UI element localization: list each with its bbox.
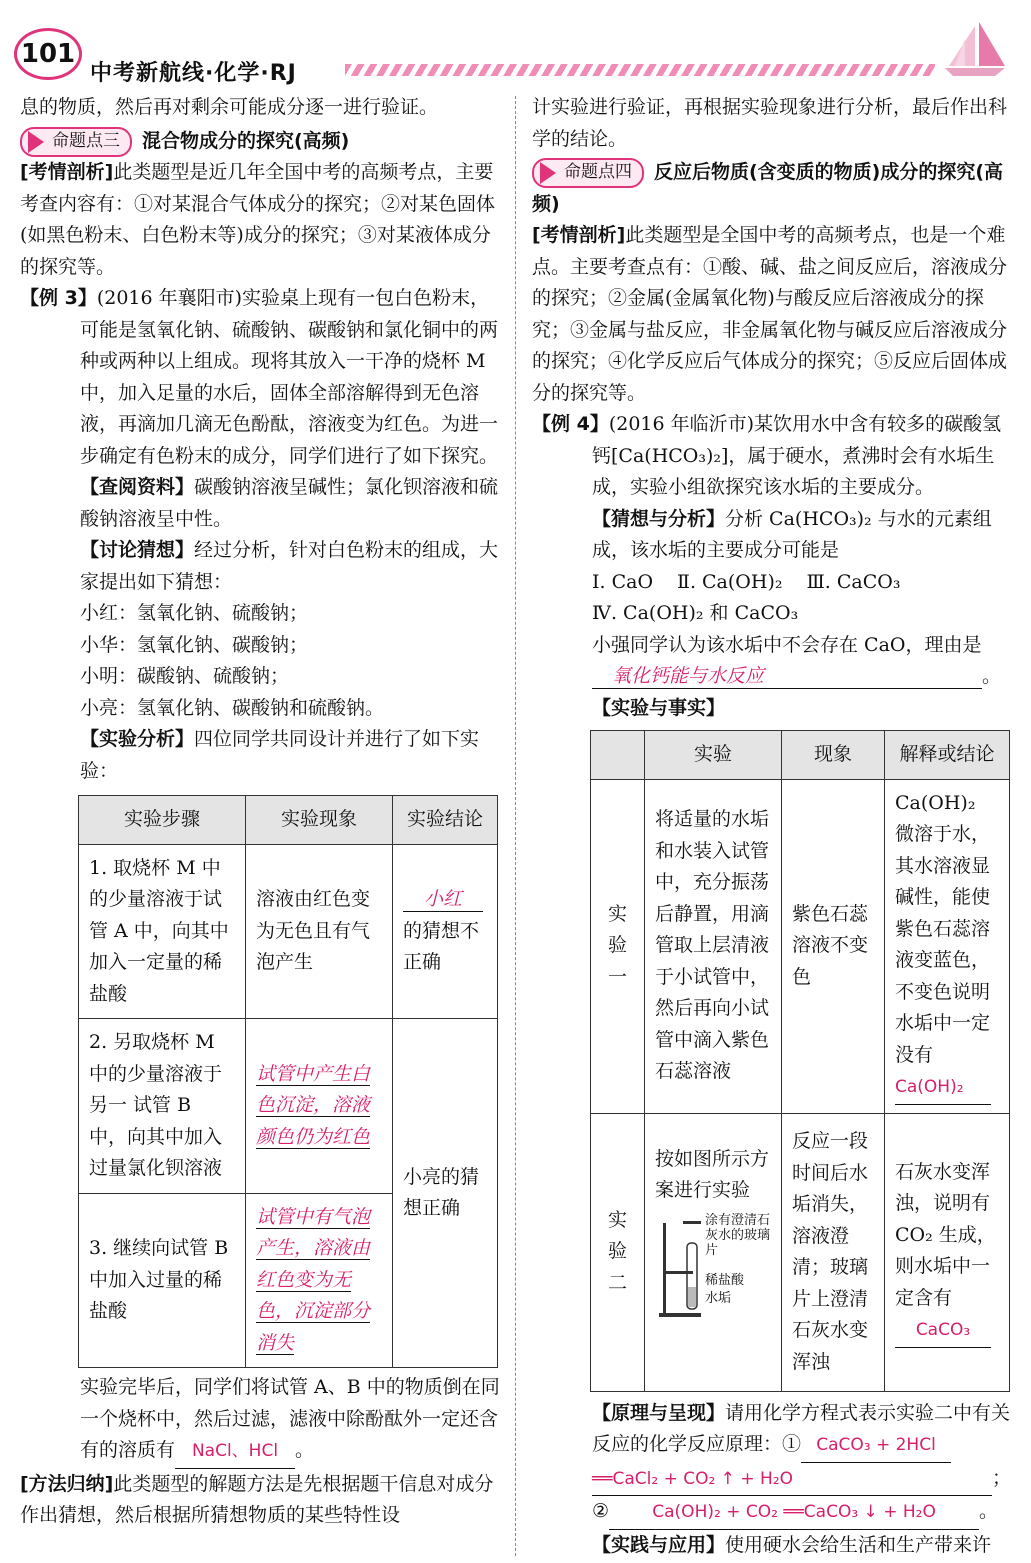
equation-line (532, 1496, 1012, 1530)
fact-label (532, 693, 1012, 725)
right-column (532, 92, 1012, 1561)
application-text: 使用硬水会给生活和生产带来许 (725, 1533, 992, 1556)
answer-blank: NaCl、HCl (175, 1436, 295, 1469)
answer-blank: 试管中有气泡产生，溶液由红色变为无色，沉淀部分消失 (256, 1205, 371, 1354)
book-brand: 中考新航线·化学·RJ (90, 61, 297, 86)
answer-blank: Ca(OH)₂ + CO₂ ══CaCO₃ ↓ + H₂O (609, 1497, 979, 1530)
guess-analysis-label: 【猜想与分析】 (592, 507, 726, 530)
table-header: 解释或结论 (885, 731, 1010, 780)
topic-tag-label: 命题点四 (564, 162, 632, 183)
experiment-table-1 (78, 795, 498, 1368)
guess-label: 【讨论猜想】 (80, 539, 195, 561)
table-cell (885, 1113, 1010, 1391)
experiment-text: 四位同学共同设计并进行了如下实验： (80, 728, 480, 782)
figure-label: 水垢 (705, 1290, 732, 1306)
experiment-paragraph (20, 724, 500, 787)
example-4 (532, 409, 1012, 504)
after-text: 实验完毕后，同学们将试管 A、B 中的物质倒在同一个烧杯中，然后过滤，滤液中除酚酞外一定还含有的溶质有 (80, 1376, 500, 1461)
equation-number: ② (592, 1500, 610, 1522)
principle-label: 【原理与呈现】 (592, 1401, 726, 1424)
question-text: 小强同学认为该水垢中不会存在 CaO，理由是 (592, 633, 982, 656)
table-cell (246, 1193, 393, 1368)
equation-line (532, 1463, 1012, 1497)
guess-paragraph (20, 535, 500, 598)
fact-label-text: 【实验与事实】 (592, 696, 726, 719)
topic-tag-4 (532, 158, 644, 188)
table-cell (885, 779, 1010, 1113)
option: Ⅲ. CaCO₃ (806, 570, 901, 593)
reference-paragraph (20, 472, 500, 535)
analysis-label: [考情剖析] (532, 224, 626, 246)
punctuation: ； (992, 1466, 1012, 1489)
table-cell: 溶液由红色变为无色且有气泡产生 (246, 844, 393, 1019)
experiment-label: 【实验分析】 (80, 728, 195, 750)
answer-blank: 氧化钙能与水反应 (592, 664, 982, 689)
cell-text: 石灰水变浑浊，说明有 CO₂ 生成，则水垢中一定含有 (895, 1160, 996, 1309)
example-text: (2016 年临沂市)某饮用水中含有较多的碳酸氢钙[Ca(HCO₃)₂]，属于硬水，煮沸时会有水垢生成，实验小组欲探究该水垢的主要成分。 (592, 413, 1002, 498)
table-cell: 将适量的水垢和水装入试管中，充分振荡后静置，用滴管取上层清液于小试管中，然后再向小试管中滴入紫色石蕊溶液 (645, 779, 782, 1113)
table-cell (246, 1019, 393, 1194)
punctuation: 。 (295, 1439, 315, 1461)
application-label: 【实践与应用】 (592, 1533, 726, 1556)
option: Ⅳ. Ca(OH)₂ 和 CaCO₃ (592, 602, 799, 624)
method-label: [方法归纳] (20, 1472, 114, 1495)
sailboat-icon (935, 18, 1015, 80)
punctuation: 。 (979, 1500, 999, 1522)
table-header: 实验 (645, 731, 782, 780)
table-cell: 紫色石蕊溶液不变色 (782, 779, 885, 1113)
table-header: 实验现象 (246, 796, 393, 845)
application-paragraph (532, 1530, 1012, 1562)
apparatus-icon (655, 1213, 705, 1321)
topic-tag-label: 命题点三 (52, 130, 120, 151)
section-heading-3 (20, 126, 500, 158)
example-text: (2016 年襄阳市)实验桌上现有一包白色粉末，可能是氢氧化钠、硫酸钠、碳酸钠和氯化铜中的两种或两种以上组成。现将其放入一干净的烧杯 M 中，加入足量的水后，固体全部溶解得到无色溶液，再滴加几滴无色酚酞，溶液变为红色。为进一步确定有色粉末的成分，同学们进行了如下探究。 (80, 287, 499, 467)
guess-item: 小亮：氢氧化钠、碳酸钠和硫酸钠。 (80, 696, 385, 719)
analysis-paragraph (20, 157, 500, 283)
answer-blank: 小红 (403, 887, 483, 912)
figure-label: 涂有澄清石灰水的玻璃片 (705, 1212, 771, 1258)
options-row (532, 567, 1012, 599)
table-header (591, 731, 645, 780)
table-cell: 3. 继续向试管 B 中加入过量的稀盐酸 (79, 1193, 246, 1368)
experiment-table-2 (590, 730, 1010, 1392)
guess-item: 小华：氢氧化钠、碳酸钠； (80, 633, 309, 656)
option: Ⅰ. CaO (592, 570, 654, 593)
method-text: 此类题型的解题方法是先根据题干信息对成分作出猜想，然后根据所猜想物质的某些特性设 (20, 1472, 494, 1526)
reference-text: 碳酸钠溶液呈碱性；氯化钡溶液和硫酸钠溶液呈中性。 (80, 476, 499, 530)
play-triangle-icon (540, 162, 556, 184)
answer-blank: CaCO₃ (895, 1315, 991, 1348)
table-cell: 小亮的猜想正确 (393, 1019, 498, 1368)
play-triangle-icon (28, 131, 44, 153)
answer-blank: Ca(OH)₂ (895, 1072, 991, 1105)
table-cell (393, 844, 498, 1019)
left-column (20, 92, 500, 1532)
guess-item: 小明：碳酸钠、硫酸钠； (80, 665, 290, 687)
guess-analysis-text: 分析 Ca(HCO₃)₂ 与水的元素组成，该水垢的主要成分可能是 (592, 507, 992, 561)
table-header: 现象 (782, 731, 885, 780)
analysis-text: 此类题型是全国中考的高频考点，也是一个难点。主要考查点有：①酸、碱、盐之间反应后，溶液成分的探究；②金属(金属氧化物)与酸反应后溶液成分的探究；③金属与盐反应，非金属氧化物与碱反应后溶液成分的探究；④化学反应后气体成分的探究；⑤反应后固体成分的探究等。 (532, 224, 1008, 404)
continued-text: 计实验进行验证，再根据实验现象进行分析，最后作出科学的结论。 (532, 96, 1008, 150)
principle-text: 请用化学方程式表示实验二中有关反应的化学反应原理：① (592, 1401, 1011, 1455)
section-heading-4 (532, 157, 1012, 220)
guess-text: 经过分析，针对白色粉末的组成，大家提出如下猜想： (80, 539, 499, 593)
table-cell: 实验二 (591, 1113, 645, 1391)
punctuation: 。 (982, 665, 1002, 687)
table-cell: 实验一 (591, 779, 645, 1113)
table-cell: 1. 取烧杯 M 中的少量溶液于试管 A 中，向其中加入一定量的稀盐酸 (79, 844, 246, 1019)
method-paragraph (20, 1469, 500, 1532)
guess-analysis-paragraph (532, 504, 1012, 567)
reference-label: 【查阅资料】 (80, 476, 195, 498)
analysis-label: [考情剖析] (20, 161, 114, 183)
topic-tag-3 (20, 127, 132, 157)
table-header: 实验步骤 (79, 796, 246, 845)
table-cell: 反应一段时间后水垢消失，溶液澄清；玻璃片上澄清石灰水变浑浊 (782, 1113, 885, 1391)
section-title: 反应后物质(含变质的物质)成分的探究(高频) (532, 161, 1004, 215)
cell-text: 的猜想不正确 (403, 919, 480, 973)
after-paragraph (20, 1372, 500, 1469)
table-cell (645, 1113, 782, 1391)
cell-text: 按如图所示方案进行实验 (655, 1147, 770, 1201)
principle-paragraph (532, 1398, 1012, 1463)
page-number: 101 (14, 28, 82, 80)
guess-item: 小红：氢氧化钠、硫酸钠； (80, 602, 309, 624)
continued-text: 息的物质，然后再对剩余可能成分逐一进行验证。 (20, 96, 439, 118)
cell-text: Ca(OH)₂ 微溶于水，其水溶液显碱性，能使紫色石蕊溶液变蓝色，不变色说明水垢中一定没有 (895, 791, 991, 1066)
reason-question (532, 630, 1012, 693)
analysis-text: 此类题型是近几年全国中考的高频考点，主要考查内容有：①对某混合气体成分的探究；②对某色固体(如黑色粉末、白色粉末等)成分的探究；③对某液体成分的探究等。 (20, 161, 496, 278)
option: Ⅱ. Ca(OH)₂ (677, 570, 783, 593)
section-title: 混合物成分的探究(高频) (142, 129, 350, 152)
analysis-paragraph (532, 220, 1012, 409)
example-3 (20, 283, 500, 472)
answer-blank: ══CaCl₂ + CO₂ ↑ + H₂O (592, 1464, 992, 1497)
answer-blank: 试管中产生白色沉淀，溶液颜色仍为红色 (256, 1062, 371, 1148)
figure-label: 稀盐酸 (705, 1272, 745, 1288)
header-stripe (345, 64, 935, 76)
table-header: 实验结论 (393, 796, 498, 845)
column-divider (515, 96, 516, 1556)
example-label: 【例 4】 (532, 413, 609, 435)
example-label: 【例 3】 (20, 287, 97, 309)
table-cell: 2. 另取烧杯 M 中的少量溶液于另一 试管 B 中，向其中加入过量氯化钡溶液 (79, 1019, 246, 1194)
answer-blank: CaCO₃ + 2HCl (801, 1430, 951, 1463)
page-header (0, 0, 1031, 92)
apparatus-figure (655, 1213, 771, 1323)
